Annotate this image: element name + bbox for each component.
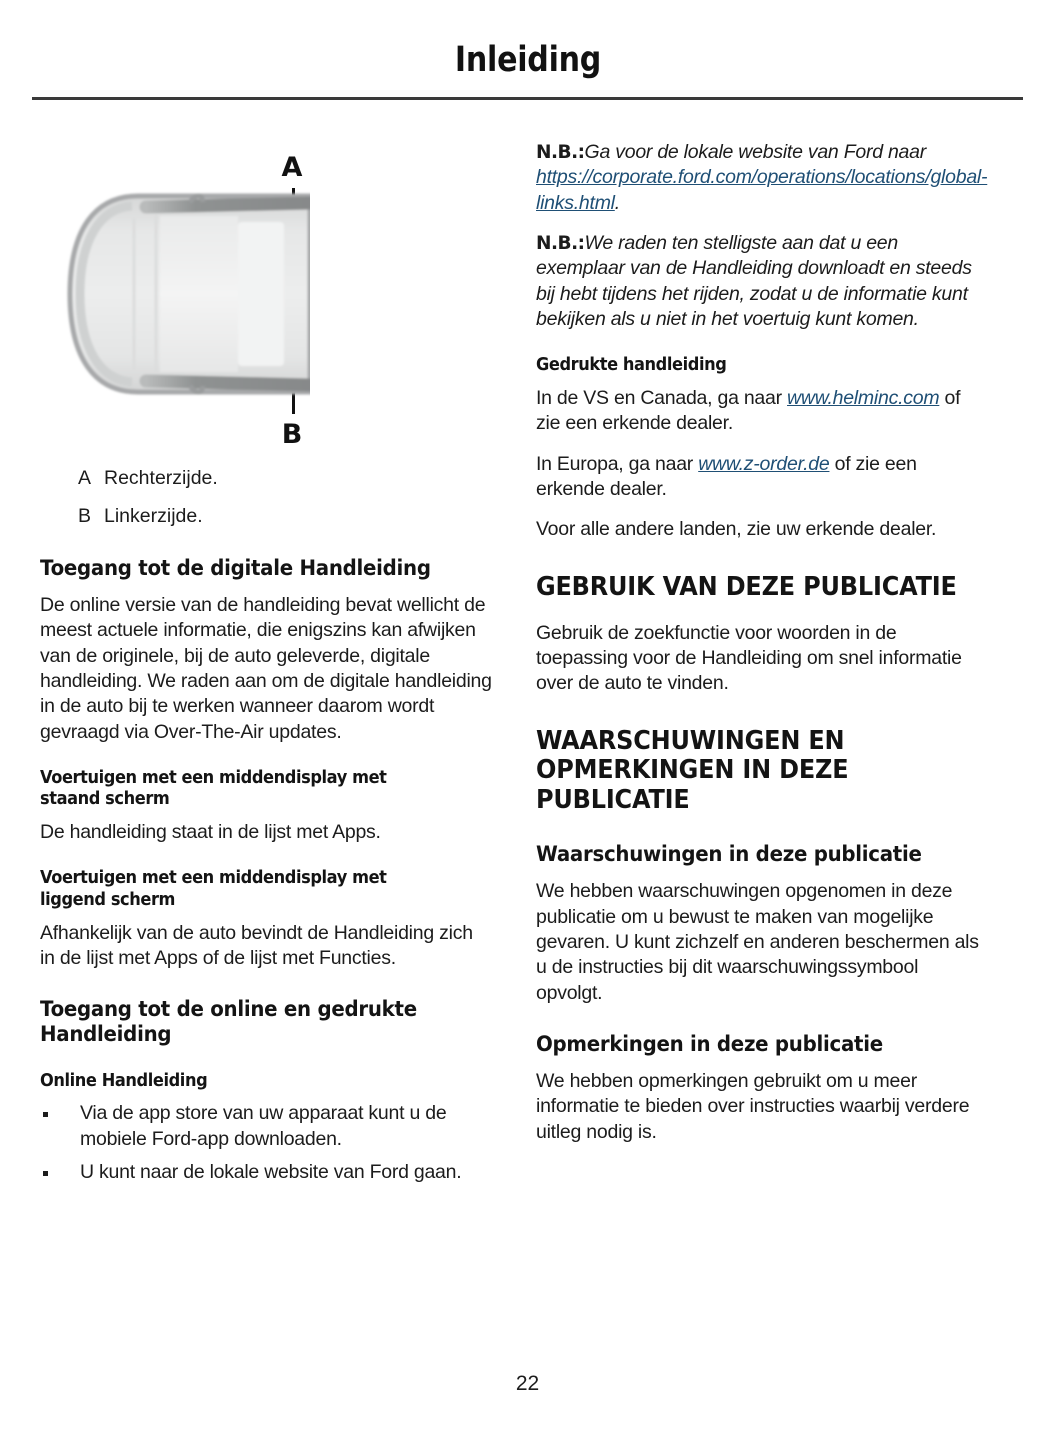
legend-value: Rechterzijde. (104, 467, 218, 489)
paragraph-printed-us-canada (536, 386, 988, 437)
vehicle-top-view-icon (60, 188, 310, 400)
note-text-after-link: . (614, 191, 620, 214)
paragraph-notes: We hebben opmerkingen gebruikt om u meer informatie te bieden over instructies waarbij verdere uitleg nodig is. (536, 1070, 970, 1143)
paragraph-usage-search: Gebruik de zoekfunctie voor woorden in de toepassing voor de Handleiding om snel informatie over de auto te vinden. (536, 621, 962, 695)
right-column (536, 140, 988, 1160)
page-footer (0, 1372, 1055, 1396)
text-before-link: In de VS en Canada, ga naar (536, 387, 788, 409)
heading-digital-manual-access: Toegang tot de digitale Handleiding (40, 555, 431, 581)
paragraph-landscape-display: Afhankelijk van de auto bevindt de Handleiding zich in de lijst met Apps of de lijst met Functies. (40, 921, 473, 969)
note-label: N.B.: (536, 142, 585, 163)
subheading-online-manual: Online Handleiding (40, 1069, 208, 1091)
note-text: We raden ten stelligste aan dat u een exemplaar van de Handleiding downloadt en steeds bij hebt tijdens het rijden, zodat u de informatie kunt bekijken als u niet in het voertuig kunt komen. (536, 232, 972, 331)
text-after-link: of zie een erkende dealer. (536, 387, 961, 435)
figure-label-a: A (281, 152, 303, 183)
note-label: N.B.: (536, 233, 585, 255)
z-order-url[interactable]: www.z-order.de (698, 452, 830, 475)
heading-online-printed-access: Toegang tot de online en gedrukte Handleiding (40, 997, 417, 1048)
note-download-recommendation (536, 231, 988, 332)
ford-global-links-url[interactable]: https://corporate.ford.com/operations/locations/global-links.html (536, 166, 988, 214)
subheading-portrait-display: Voertuigen met een middendisplay met staand scherm (40, 766, 387, 810)
legend-key: A (78, 467, 92, 489)
heading-warnings-and-notes: WAARSCHUWINGEN EN OPMERKINGEN IN DEZE PUBLICATIE (536, 725, 849, 816)
paragraph-printed-other-countries: Voor alle andere landen, zie uw erkende dealer. (536, 518, 937, 541)
paragraph-portrait-display: De handleiding staat in de lijst met Apps. (40, 821, 381, 844)
note-local-website (536, 140, 988, 216)
left-column (40, 140, 492, 1193)
text-after-link: of zie een erkende dealer. (536, 452, 917, 501)
legend-item (40, 504, 492, 529)
subheading-notes: Opmerkingen in deze publicatie (536, 1031, 883, 1057)
legend-key: B (78, 505, 92, 528)
vehicle-diagram-figure (40, 140, 492, 458)
paragraph-warnings: We hebben waarschuwingen opgenomen in deze publicatie om u bewust te maken van mogelijke gevaren. U kunt zichzelf en anderen beschermen als u de instructies bij dit waarschuwingssymbool opvolgt. (536, 880, 979, 1004)
helminc-url[interactable]: www.helminc.com (787, 387, 940, 409)
subheading-landscape-display: Voertuigen met een middendisplay met liggend scherm (40, 867, 387, 911)
page-title: Inleiding (454, 40, 601, 80)
figure-legend (40, 466, 492, 530)
paragraph-printed-europe (536, 452, 988, 503)
subheading-warnings: Waarschuwingen in deze publicatie (536, 842, 922, 868)
list-item: U kunt naar de lokale website van Ford gaan. (40, 1160, 492, 1185)
legend-item (40, 466, 492, 491)
text-before-link: In Europa, ga naar (536, 452, 699, 475)
heading-usage-of-publication: GEBRUIK VAN DEZE PUBLICATIE (536, 571, 957, 602)
list-item: Via de app store van uw apparaat kunt u de mobiele Ford-app downloaden. (40, 1101, 492, 1152)
online-manual-bullet-list (40, 1101, 492, 1185)
page-header (32, 40, 1023, 80)
figure-label-b: B (281, 419, 303, 450)
legend-value: Linkerzijde. (104, 505, 203, 528)
paragraph-digital-manual: De online versie van de handleiding bevat wellicht de meest actuele informatie, die enigszins kan afwijken van de originele, bij de auto geleverde, digitale handleiding. We raden aan om de digitale handleiding in de auto bij te werken wanneer daarom wordt gevraagd via Over-The-Air updates. (40, 593, 492, 743)
subheading-printed-manual: Gedrukte handleiding (536, 354, 727, 376)
header-divider (32, 97, 1023, 100)
page-number: 22 (515, 1372, 540, 1395)
note-text-before-link: Ga voor de lokale website van Ford naar (584, 141, 926, 163)
